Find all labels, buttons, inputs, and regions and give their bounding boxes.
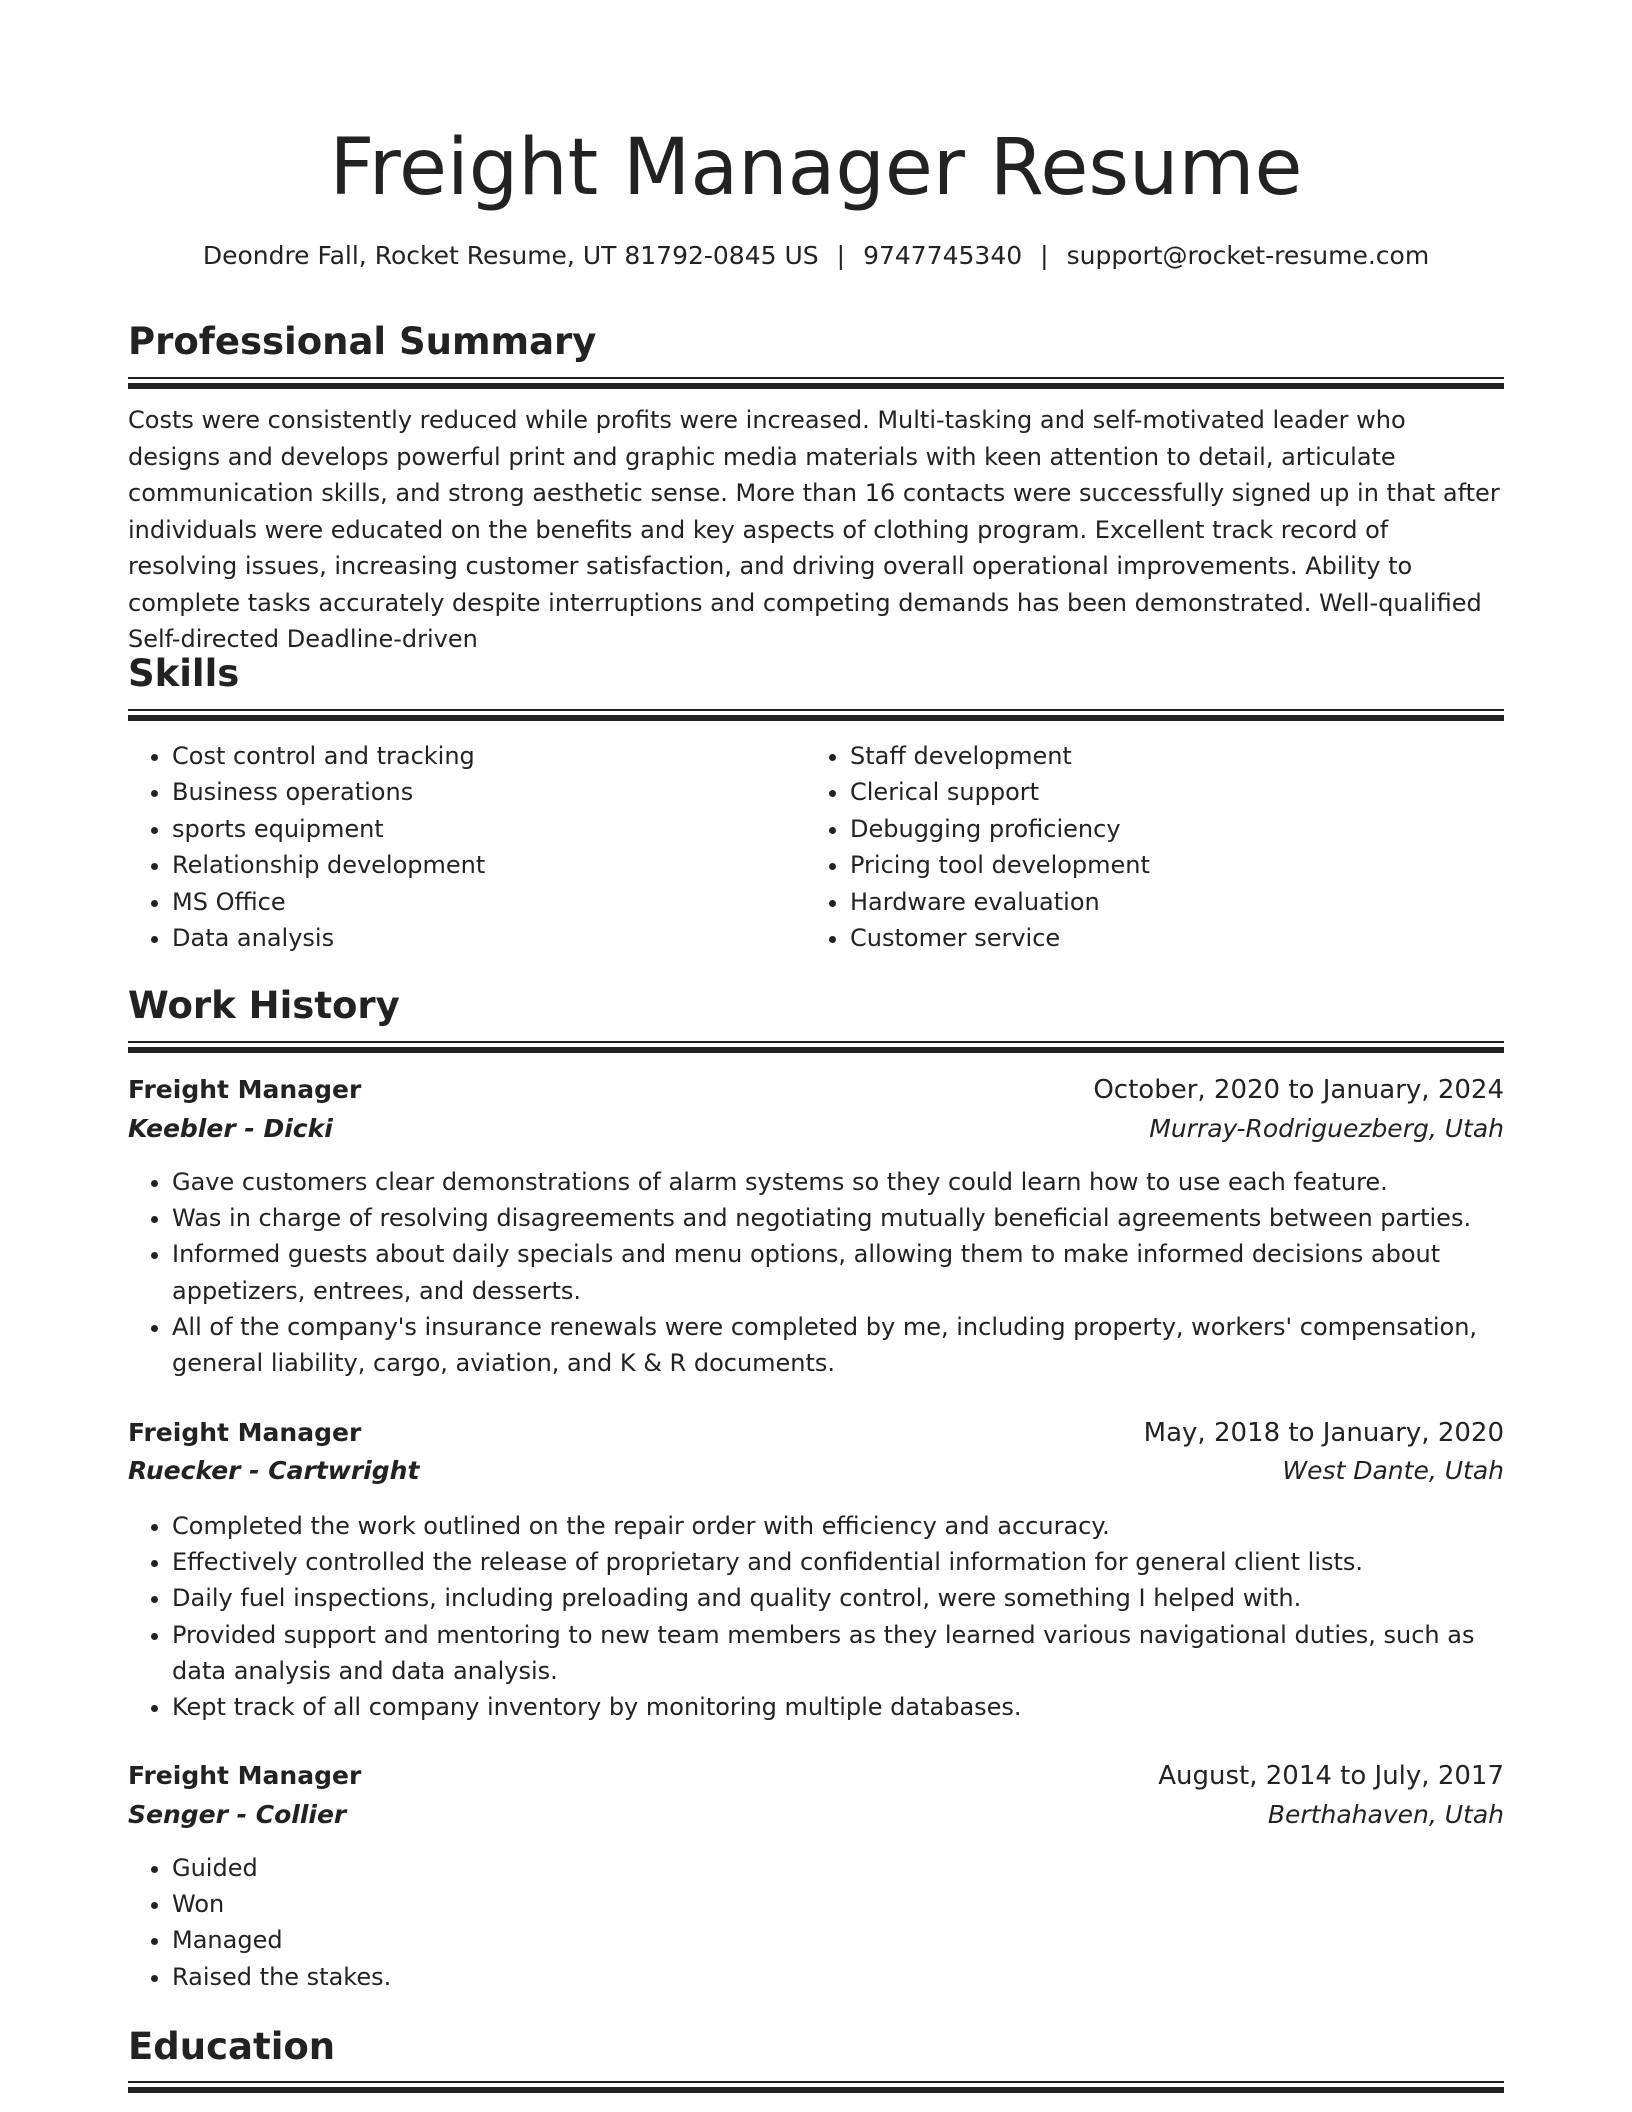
work-heading: Work History [128, 984, 400, 1027]
job-dates: August, 2014 to July, 2017 [1158, 1761, 1504, 1791]
list-item: • Raised the stakes. [172, 1959, 1504, 1995]
job-dates: October, 2020 to January, 2024 [1093, 1075, 1504, 1105]
list-item: • Data analysis [172, 920, 485, 956]
list-item: • Relationship development [172, 847, 485, 883]
job-title: Freight Manager [128, 1075, 362, 1104]
job-title: Freight Manager [128, 1761, 362, 1790]
job-dates: May, 2018 to January, 2020 [1143, 1418, 1504, 1448]
job-entry [128, 1415, 1504, 1495]
list-item: • Hardware evaluation [850, 884, 1150, 920]
list-item: • Was in charge of resolving disagreements and negotiating mutually beneficial agreements between parties. [172, 1200, 1504, 1236]
job-entry [128, 1758, 1504, 1838]
list-item: • sports equipment [172, 811, 485, 847]
list-item: • Cost control and tracking [172, 738, 485, 774]
page-title: Freight Manager Resume [329, 123, 1303, 213]
education-heading: Education [128, 2025, 336, 2068]
skills-list-right [806, 738, 1150, 956]
job-location: Murray-Rodriguezberg, Utah [1149, 1114, 1504, 1143]
list-item: • Won [172, 1886, 1504, 1922]
education-section [128, 2022, 1504, 2072]
list-item: • Completed the work outlined on the repair order with efficiency and accuracy. [172, 1508, 1504, 1544]
education-divider [128, 2081, 1504, 2093]
job-location: West Dante, Utah [1282, 1456, 1504, 1485]
job-title: Freight Manager [128, 1418, 362, 1447]
skills-heading: Skills [128, 652, 240, 695]
contact-email: support@rocket-resume.com [1066, 241, 1430, 270]
list-item: • Clerical support [850, 774, 1150, 810]
list-item: • Pricing tool development [850, 847, 1150, 883]
job-company: Ruecker - Cartwright [128, 1456, 420, 1485]
list-item: • Staff development [850, 738, 1150, 774]
list-item: • Effectively controlled the release of proprietary and confidential information for general client lists. [172, 1544, 1504, 1580]
job-bullets [128, 1508, 1504, 1725]
skills-list-left [128, 738, 485, 956]
list-item: • MS Office [172, 884, 485, 920]
list-item: • Kept track of all company inventory by monitoring multiple databases. [172, 1689, 1504, 1725]
job-bullets [128, 1850, 1504, 1995]
list-item: • Guided [172, 1850, 1504, 1886]
list-item: • Customer service [850, 920, 1150, 956]
summary-heading: Professional Summary [128, 320, 597, 363]
summary-divider [128, 377, 1504, 389]
job-bullets [128, 1164, 1504, 1381]
work-divider [128, 1041, 1504, 1053]
list-item: • Business operations [172, 774, 485, 810]
contact-address: Deondre Fall, Rocket Resume, UT 81792-0845 US [202, 241, 819, 270]
list-item: • Debugging proficiency [850, 811, 1150, 847]
list-item: • All of the company's insurance renewals were completed by me, including property, workers' compensation, general liability, cargo, aviation, and K & R documents. [172, 1309, 1504, 1381]
list-item: • Managed [172, 1922, 1504, 1958]
summary-text: Costs were consistently reduced while profits were increased. Multi-tasking and self-motivated leader who designs and develops powerful print and graphic media materials with keen attention to detail, articulate communication skills, and strong aesthetic sense. More than 16 contacts were successfully signed up in that after individuals were educated on the benefits and key aspects of clothing program. Excellent track record of resolving issues, increasing customer satisfaction, and driving overall operational improvements. Ability to complete tasks accurately despite interruptions and competing demands has been demonstrated. Well-qualified Self-directed Deadline-driven [128, 406, 1500, 653]
contact-separator: | [1040, 241, 1049, 270]
list-item: • Gave customers clear demonstrations of alarm systems so they could learn how to use each feature. [172, 1164, 1504, 1200]
job-company: Senger - Collier [128, 1800, 347, 1829]
contact-separator: | [836, 241, 846, 270]
job-location: Berthahaven, Utah [1267, 1800, 1504, 1829]
list-item: • Informed guests about daily specials and menu options, allowing them to make informed decisions about appetizers, entrees, and desserts. [172, 1236, 1504, 1308]
contact-line [128, 238, 1504, 274]
contact-phone: 9747745340 [863, 241, 1023, 270]
skills-section [128, 649, 1504, 699]
work-section [128, 981, 1504, 1031]
list-item: • Daily fuel inspections, including preloading and quality control, were something I helped with. [172, 1580, 1504, 1616]
job-company: Keebler - Dicki [128, 1114, 333, 1143]
list-item: • Provided support and mentoring to new team members as they learned various navigational duties, such as data analysis and data analysis. [172, 1617, 1504, 1689]
summary-section [128, 317, 1504, 367]
job-entry [128, 1072, 1504, 1152]
skills-divider [128, 709, 1504, 721]
